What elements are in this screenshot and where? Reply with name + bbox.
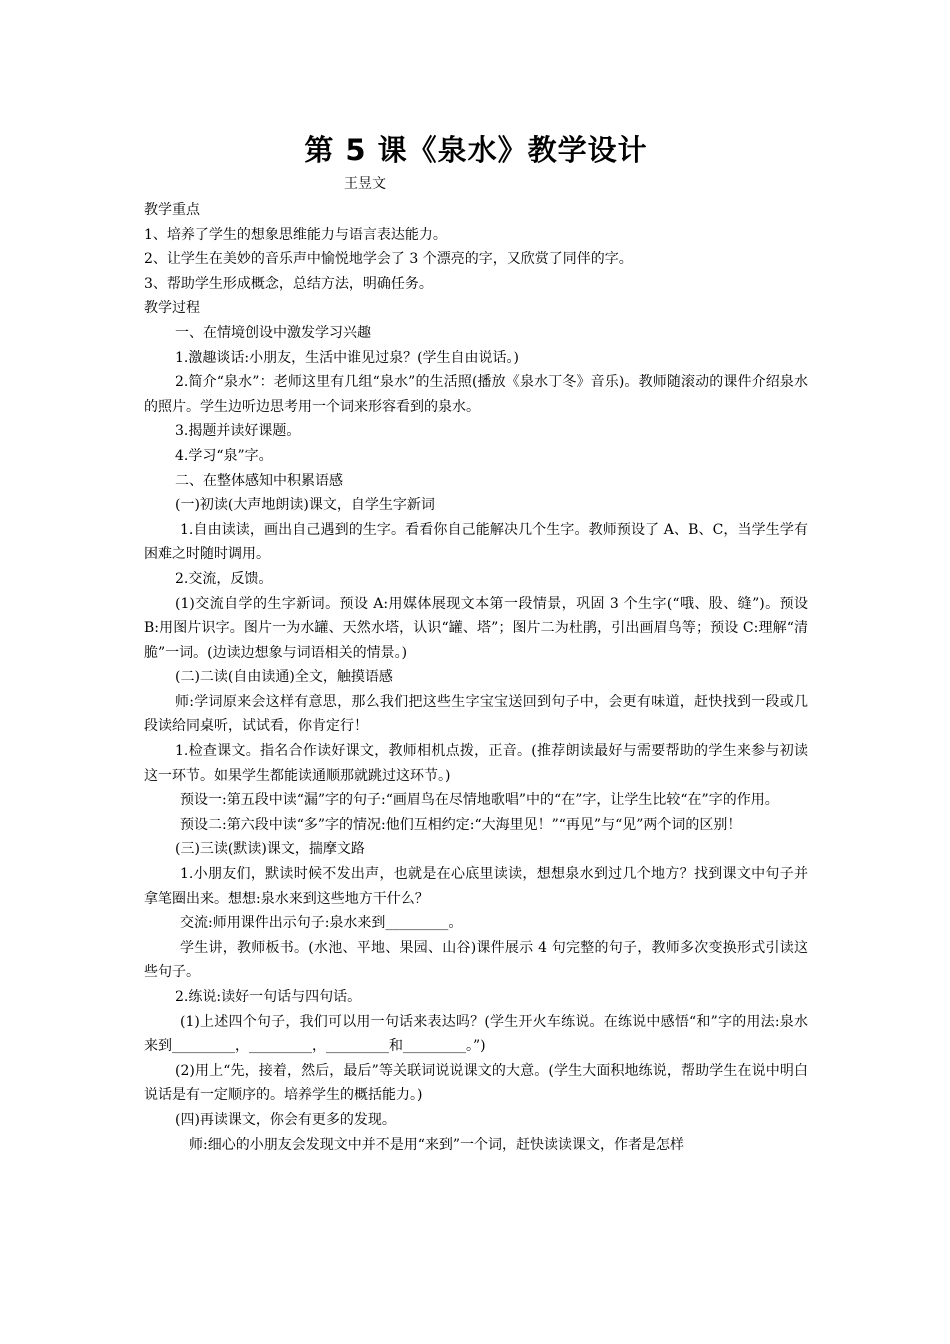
paragraph: 3.揭题并读好课题。 [175,423,301,440]
paragraph: 2.交流，反馈。 [175,570,273,587]
paragraph: (二)二读(自由读通)全文，触摸语感 [175,669,393,686]
paragraph: (2)用上“先，接着，然后，最后”等关联词说说课文的大意。(学生大面积地练说，帮助学生在说中明白说话是有一定顺序的。培养学生的概括能力。) [144,1062,808,1104]
paragraph: (一)初读(大声地朗读)课文，自学生字新词 [175,497,435,514]
paragraph: 1.自由读读，画出自己遇到的生字。看看你自己能解决几个生字。教师预设了 A、B、C，当学生学有困难之时随时调用。 [144,521,808,563]
paragraph: 教学重点 [144,202,200,218]
paragraph: 交流:师用课件出示句子:泉水来到_________。 [180,915,463,932]
paragraph: 2.简介“泉水”：老师这里有几组“泉水”的生活照(播放《泉水丁冬》音乐)。教师随滚动的课件介绍泉水的照片。学生边听边思考用一个词来形容看到的泉水。 [144,374,808,415]
paragraph: 预设二:第六段中读“多”字的情况:他们互相约定:“大海里见！”“再见”与“见”两个词的区别！ [180,816,742,833]
paragraph: 4.学习“泉”字。 [175,447,273,464]
paragraph: 预设一:第五段中读“漏”字的句子:“画眉鸟在尽情地歌唱”中的“在”字，让学生比较“在”字的作用。 [180,792,779,809]
paragraph: (三)三读(默读)课文，揣摩文路 [175,841,365,858]
paragraph: (1)上述四个句子，我们可以用一句话来表达吗？(学生开火车练说。在练说中感悟“和”字的用法:泉水来到_________，_________，_________和_________。”) [144,1013,808,1055]
author-name: 王昱文 [344,176,386,192]
document-page [144,128,808,1157]
paragraph: 1、培养了学生的想象思维能力与语言表达能力。 [144,226,447,243]
paragraph: (1)交流自学的生字新词。预设 A:用媒体展现文本第一段情景，巩固 3 个生字(“哦、股、缝”)。预设 B:用图片识字。图片一为水罐、天然水塔，认识“罐、塔”；图片二为杜鹃，引出画眉鸟等；预设 C:理解“清脆”一词。(边读边想象与词语相关的情景。) [144,595,808,661]
paragraph: 1.激趣谈话:小朋友，生活中谁见过泉？(学生自由说话。) [175,349,519,366]
paragraph: 师:细心的小朋友会发现文中并不是用“来到”一个词，赶快读读课文，作者是怎样 [189,1136,685,1153]
paragraph: 学生讲，教师板书。(水池、平地、果园、山谷)课件展示 4 句完整的句子，教师多次变换形式引读这些句子。 [144,939,808,981]
document-title: 第 5 课《泉水》教学设计 [304,133,648,167]
paragraph: 师:学词原来会这样有意思，那么我们把这些生字宝宝送回到句子中，会更有味道，赶快找到一段或几段读给同桌听，试试看，你肯定行！ [144,693,808,735]
paragraph: 二、在整体感知中积累语感 [175,472,343,489]
paragraph: 2、让学生在美妙的音乐声中愉悦地学会了 3 个漂亮的字，又欣赏了同伴的字。 [144,251,633,268]
paragraph: 3、帮助学生形成概念，总结方法，明确任务。 [144,275,433,292]
paragraph: 1.检查课文。指名合作读好课文，教师相机点拨，正音。(推荐朗读最好与需要帮助的学生来参与初读这一环节。如果学生都能读通顺那就跳过这环节。) [144,743,808,784]
paragraph: 一、在情境创设中激发学习兴趣 [175,324,371,341]
paragraph: (四)再读课文，你会有更多的发现。 [175,1111,396,1128]
paragraph: 1.小朋友们，默读时候不发出声，也就是在心底里读读，想想泉水到过几个地方？找到课文中句子并拿笔圈出来。想想:泉水来到这些地方干什么？ [144,866,808,907]
document-body [144,198,808,1157]
paragraph: 2.练说:读好一句话与四句话。 [175,989,362,1005]
paragraph: 教学过程 [144,300,200,317]
